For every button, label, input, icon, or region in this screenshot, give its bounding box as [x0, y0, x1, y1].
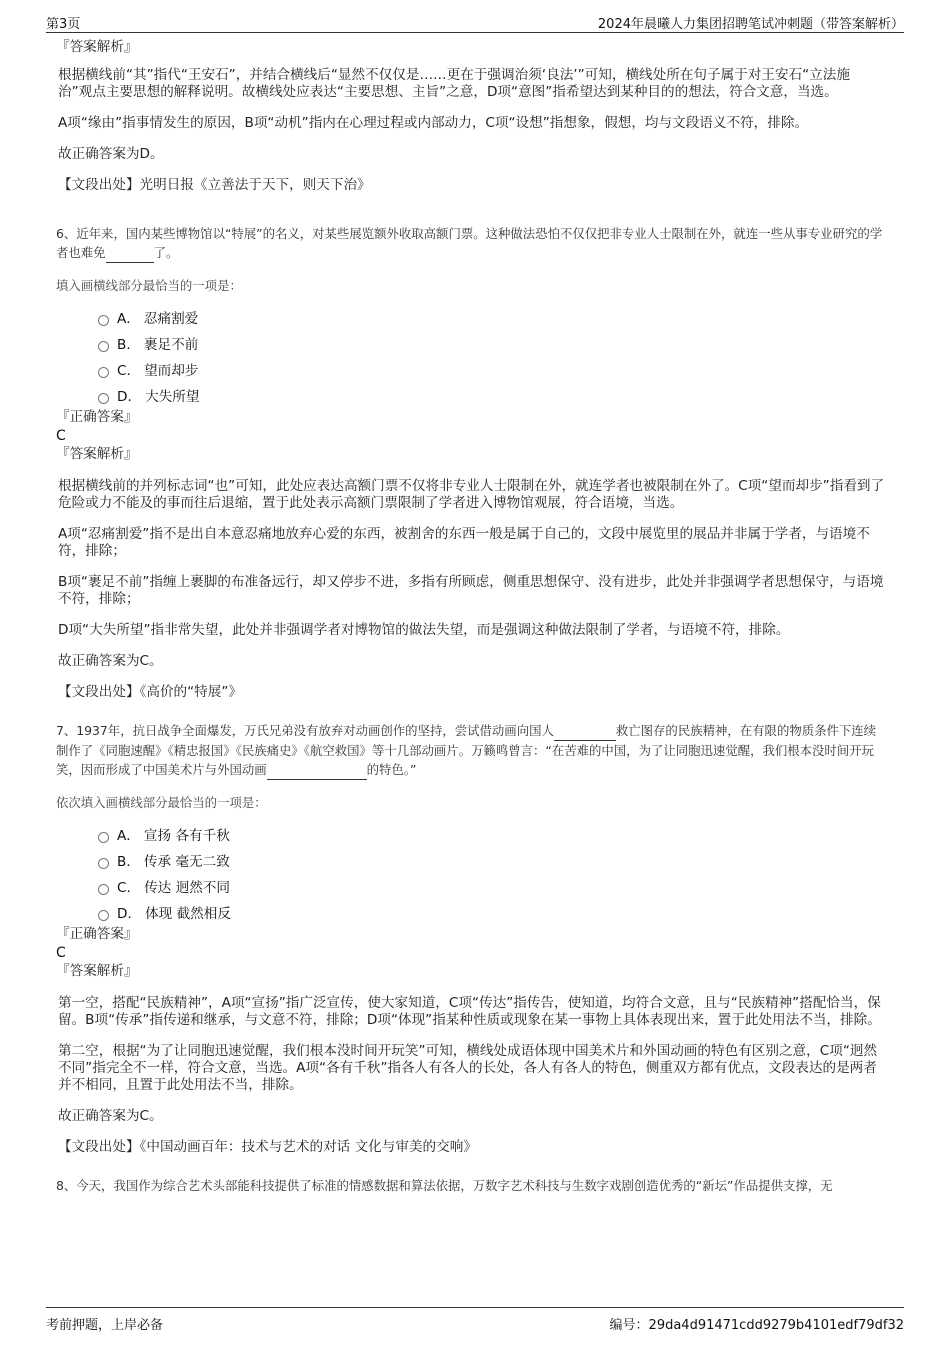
q7-stem [56, 721, 888, 780]
page-header [46, 10, 904, 33]
q5-source: 【文段出处】光明日报《立善法于天下，则天下治》 [58, 177, 371, 193]
q6-stem-text-a: 6、近年来，国内某些博物馆以“特展”的名义，对某些展览额外收取高额门票。这种做法恐怕不仅仅把非专业人士限制在外，就连一些从事专业研究的学者也难免 [56, 226, 883, 260]
radio-icon[interactable] [98, 315, 109, 326]
footer-slogan: 考前押题，上岸必备 [46, 1318, 164, 1333]
document-title: 2024年晨曦人力集团招聘笔试冲刺题（带答案解析） [597, 17, 904, 32]
option-letter: C． [117, 880, 141, 896]
q6-analysis-p4: D项“大失所望”指非常失望，此处并非强调学者对博物馆的做法失望，而是强调这种做法限制了学者，与语境不符，排除。 [58, 622, 790, 638]
q6-option-c[interactable] [98, 356, 888, 382]
q6-option-d[interactable] [98, 382, 888, 408]
q6-hint: 填入画横线部分最恰当的一项是： [56, 278, 242, 293]
q7-option-b[interactable] [98, 847, 888, 873]
q6-correct-answer: C [56, 428, 66, 444]
q6-analysis-p3: B项“裹足不前”指缠上裹脚的布准备远行，却又停步不进，多指有所顾虑，侧重思想保守、没有进步，此处并非强调学者思想保守，与语境不符，排除； [58, 574, 884, 607]
page-footer [46, 1307, 904, 1332]
radio-icon[interactable] [98, 910, 109, 921]
q7-analysis-p3: 故正确答案为C。 [58, 1108, 163, 1124]
option-letter: D． [117, 389, 142, 405]
q7-correct-tag: 『正确答案』 [56, 926, 138, 942]
q7-hint: 依次填入画横线部分最恰当的一项是： [56, 795, 267, 810]
q5-analysis-tag: 『答案解析』 [56, 39, 138, 55]
option-text: 大失所望 [145, 389, 200, 405]
q6-option-a[interactable] [98, 304, 888, 330]
document-code [610, 1314, 904, 1333]
radio-icon[interactable] [98, 832, 109, 843]
q7-analysis-tag: 『答案解析』 [56, 963, 138, 979]
q7-stem-text-c: 的特色。” [366, 762, 417, 777]
radio-icon[interactable] [98, 393, 109, 404]
radio-icon[interactable] [98, 858, 109, 869]
option-letter: B． [117, 337, 140, 353]
q7-source: 【文段出处】《中国动画百年：技术与艺术的对话 文化与审美的交响》 [58, 1139, 477, 1155]
radio-icon[interactable] [98, 341, 109, 352]
q6-option-b[interactable] [98, 330, 888, 356]
radio-icon[interactable] [98, 367, 109, 378]
q5-analysis-p2: A项“缘由”指事情发生的原因，B项“动机”指内在心理过程或内部动力，C项“设想”指想象，假想，均与文段语义不符，排除。 [58, 115, 809, 131]
q6-blank [106, 243, 154, 263]
q7-correct-answer: C [56, 945, 66, 961]
document-code-value: 29da4d91471cdd9279b4101edf79df32 [648, 1318, 904, 1333]
q6-analysis-tag: 『答案解析』 [56, 446, 138, 462]
option-letter: D． [117, 906, 142, 922]
option-text: 传达 迥然不同 [144, 880, 230, 896]
option-letter: A． [117, 828, 140, 844]
q5-analysis-p3: 故正确答案为D。 [58, 146, 164, 162]
q6-stem [56, 224, 888, 263]
radio-icon[interactable] [98, 884, 109, 895]
option-text: 忍痛割爱 [143, 311, 199, 327]
q8-partial-stem: 8、今天，我国作为综合艺术头部能科技提供了标准的情感数据和算法依据，万数字艺术科技与生数字戏剧创造优秀的“新坛”作品提供支撑，无 [56, 1178, 833, 1193]
q7-blank-1 [554, 721, 616, 741]
option-letter: A． [117, 311, 140, 327]
q7-option-d[interactable] [98, 899, 888, 925]
q6-correct-tag: 『正确答案』 [56, 409, 138, 425]
q6-options [56, 304, 888, 408]
q6-source: 【文段出处】《高价的“特展”》 [58, 684, 243, 700]
option-text: 裹足不前 [143, 337, 199, 353]
option-text: 传承 毫无二致 [143, 854, 230, 870]
option-letter: C． [117, 363, 141, 379]
q7-stem-text-b: 救亡图存的民族精神，在有限的物质条件下连续制作了《同胞速醒》《精忠报国》《民族痛史》《航空救国》等十几部动画片。万籁鸣曾言：“在苦难的中国，为了让同胞迅速觉醒，我们根本没时间开玩笑，因而形成了中国美术片与外国动画 [56, 723, 877, 777]
document-code-label: 编号： [609, 1318, 649, 1333]
q7-stem-text-a: 7、1937年，抗日战争全面爆发，万氏兄弟没有放弃对动画创作的坚持，尝试借动画向国人 [56, 723, 554, 738]
document-body [56, 38, 888, 1300]
q7-blank-2 [267, 760, 367, 780]
q7-options [56, 821, 888, 925]
option-letter: B． [117, 854, 140, 870]
q7-analysis-p1: 第一空，搭配“民族精神”，A项“宣扬”指广泛宣传，使大家知道，C项“传达”指传告，使知道，均符合文意，且与“民族精神”搭配恰当，保留。B项“传承”指传递和继承，与文意不符，排除；D项“体现”指某种性质或现象在某一事物上具体表现出来，置于此处用法不当，排除。 [58, 995, 881, 1028]
page-number: 第3页 [46, 17, 81, 32]
q6-stem-text-b: 了。 [153, 245, 179, 260]
q6-analysis-p2: A项“忍痛割爱”指不是出自本意忍痛地放弃心爱的东西，被割舍的东西一般是属于自己的，文段中展览里的展品并非属于学者，与语境不符，排除； [58, 526, 870, 559]
q6-analysis-p1: 根据横线前的并列标志词“也”可知，此处应表达高额门票不仅将非专业人士限制在外，就连学者也被限制在外了。C项“望而却步”指看到了危险或力不能及的事而往后退缩，置于此处表示高额门票限制了学者进入博物馆观展，符合语境，当选。 [58, 478, 885, 511]
q6-analysis-p5: 故正确答案为C。 [58, 653, 163, 669]
q5-analysis-p1: 根据横线前“其”指代“王安石”，并结合横线后“显然不仅仅是……更在于强调治须‘良法’”可知，横线处所在句子属于对王安石“立法施治”观点主要思想的解释说明。故横线处应表达“主要思想、主旨”之意，D项“意图”指希望达到某种目的的想法，符合文意，当选。 [58, 67, 850, 100]
option-text: 宣扬 各有千秋 [143, 828, 230, 844]
q7-option-c[interactable] [98, 873, 888, 899]
q7-option-a[interactable] [98, 821, 888, 847]
q7-analysis-p2: 第二空，根据“为了让同胞迅速觉醒，我们根本没时间开玩笑”可知，横线处成语体现中国美术片和外国动画的特色有区别之意，C项“迥然不同”指完全不一样，符合文意，当选。A项“各有千秋”指各人有各人的长处，各人有各人的特色，侧重双方都有优点，文段表达的是两者并不相同，且置于此处用法不当，排除。 [58, 1043, 878, 1093]
option-text: 望而却步 [144, 363, 199, 379]
option-text: 体现 截然相反 [145, 906, 231, 922]
